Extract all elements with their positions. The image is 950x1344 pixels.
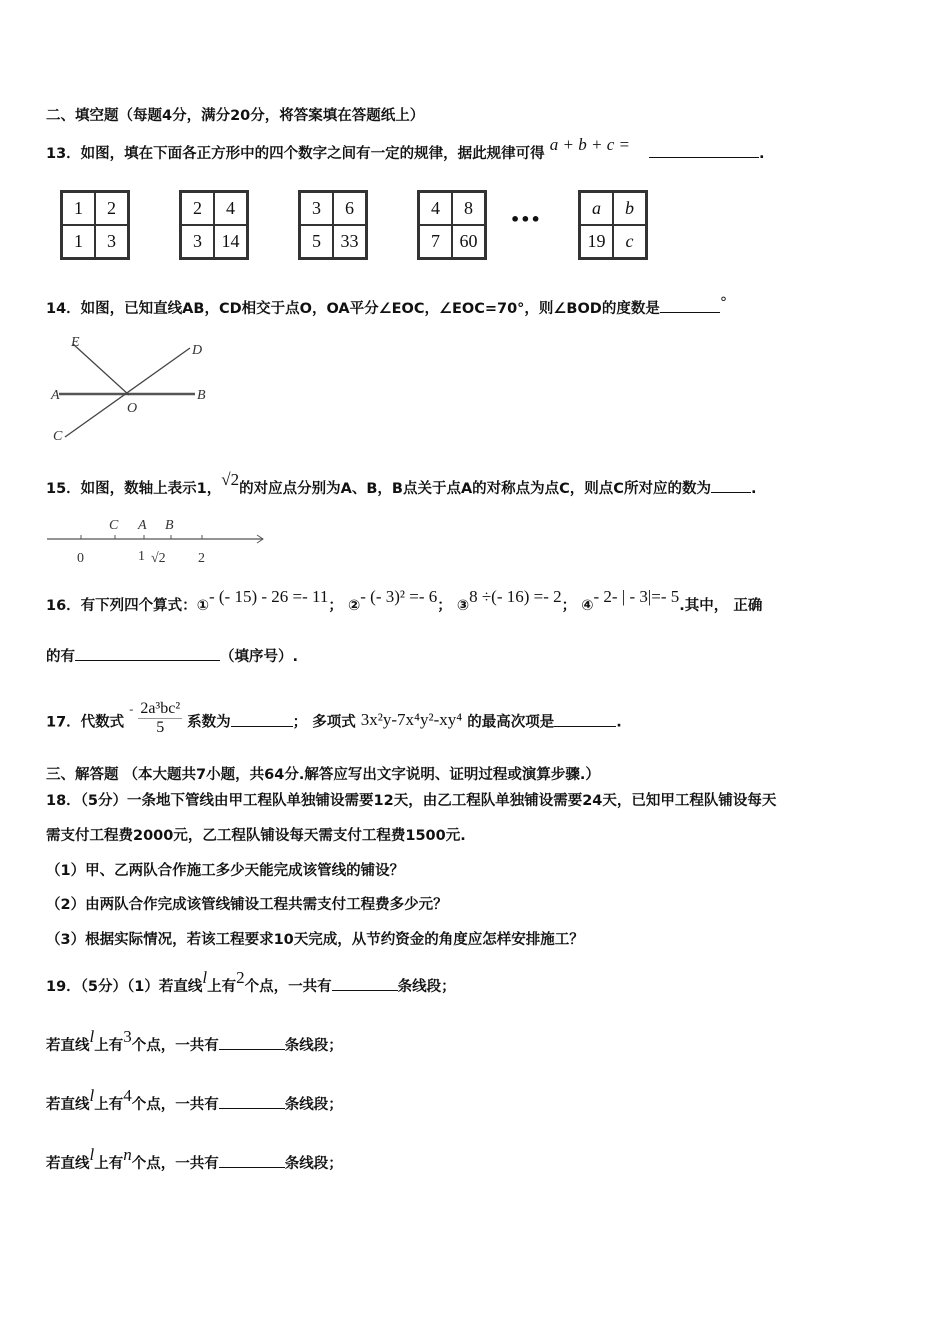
denominator: 5 (156, 719, 165, 736)
q17-text-d: 的最高次项是 (467, 714, 555, 731)
label-a: A (51, 388, 60, 403)
answer-blank[interactable] (219, 1153, 285, 1168)
q17-text-b: 系数为 (187, 714, 231, 731)
q16-text-2b: （填序号）. (220, 649, 299, 665)
sep: ； (328, 598, 343, 614)
number-square-1 (60, 190, 130, 260)
cell: 5 (300, 225, 333, 258)
q16-line1 (46, 587, 763, 615)
expr-1: - (- 15) - 26 =- 11 (208, 587, 329, 606)
section3-heading: 三、解答题 （本大题共7小题，共64分.解答应写出文字说明、证明过程或演算步骤.） (46, 767, 600, 783)
section2-heading: 二、填空题（每题4分，满分20分，将答案填在答题纸上） (46, 108, 425, 124)
minus: - (129, 701, 134, 716)
number-line (45, 512, 270, 570)
point-c: C (109, 518, 119, 533)
answer-blank[interactable] (711, 478, 751, 493)
cell: 6 (333, 192, 366, 225)
sqrt2: √2 (221, 470, 240, 489)
text-on: 上有 (207, 979, 237, 995)
cell: c (613, 225, 646, 258)
q16-text: 16．有下列四个算式： (46, 598, 197, 614)
cell: 19 (580, 225, 613, 258)
q17 (46, 700, 622, 741)
q19-prefix: 19．（5分）（1）若直线 (46, 979, 203, 995)
cell: 3 (181, 225, 214, 258)
point-a: A (138, 518, 147, 533)
text-seg: 条线段； (397, 979, 456, 995)
mark-2: ② (347, 598, 361, 614)
polynomial: 3x²y-7x⁴y²-xy⁴ (360, 709, 463, 729)
text-on: 上有 (94, 1156, 124, 1172)
tick-sqrt2: √2 (151, 551, 166, 566)
q14-text: 14．如图，已知直线AB，CD相交于点O，OA平分∠EOC，∠EOC=70°，则∠BOD的度数是 (46, 301, 660, 317)
answer-blank[interactable] (332, 976, 398, 991)
q19-start: 若直线 (46, 1156, 90, 1172)
answer-blank[interactable] (219, 1035, 285, 1050)
label-o: O (127, 401, 138, 416)
cell: 2 (181, 192, 214, 225)
q18-part3: （3）根据实际情况，若该工程要求10天完成，从节约资金的角度应怎样安排施工？ (46, 932, 584, 948)
q17-end: . (616, 714, 622, 731)
cell: b (613, 192, 646, 225)
text-pts: 个点，一共有 (131, 1097, 219, 1113)
label-b: B (197, 388, 206, 403)
cell: 1 (62, 192, 95, 225)
count: 3 (123, 1027, 132, 1046)
q18-part2: （2）由两队合作完成该管线铺设工程共需支付工程费多少元？ (46, 897, 448, 913)
q17-text-a: 17．代数式 (46, 714, 125, 731)
q19-start: 若直线 (46, 1038, 90, 1054)
q13-formula: a + b + c = (549, 135, 630, 154)
text-pts: 个点，一共有 (131, 1156, 219, 1172)
cell: 7 (419, 225, 452, 258)
text-seg: 条线段； (284, 1038, 343, 1054)
ray-oe (73, 344, 129, 395)
q15-text-a: 15．如图，数轴上表示1， (46, 481, 222, 497)
var-l: l (89, 1027, 95, 1046)
number-square-5 (578, 190, 648, 260)
answer-blank[interactable] (660, 298, 720, 313)
expr-2: - (- 3)² =- 6 (360, 587, 438, 606)
line-cd (65, 348, 190, 437)
q19-line2 (46, 1027, 343, 1055)
q16-text-2a: 的有 (46, 649, 75, 665)
mark-4: ④ (581, 598, 594, 614)
q15-text-b: 的对应点分别为A、B，B点关于点A的对称点为点C，则点C所对应的数为 (239, 481, 711, 497)
var-l: l (89, 1086, 95, 1105)
cell: 8 (452, 192, 485, 225)
q16-tail: .其中， 正确 (679, 598, 763, 614)
label-e: E (71, 335, 80, 350)
q18-line2: 需支付工程费2000元，乙工程队铺设每天需支付工程费1500元. (46, 828, 466, 844)
cell: 33 (333, 225, 366, 258)
cell: 60 (452, 225, 485, 258)
q13-text: 13．如图，填在下面各正方形中的四个数字之间有一定的规律，据此规律可得 (46, 146, 545, 162)
tick-0: 0 (77, 551, 84, 566)
q14 (46, 297, 727, 318)
answer-blank[interactable] (75, 646, 220, 661)
intersecting-lines-figure (45, 332, 220, 447)
cell: 1 (62, 225, 95, 258)
q17-text-c: ； 多项式 (292, 714, 356, 731)
mark-1: ① (196, 598, 209, 614)
label-c: C (53, 429, 63, 444)
q15 (46, 470, 757, 498)
var-l: l (89, 1145, 95, 1164)
q15-end: . (750, 481, 757, 497)
text-seg: 条线段； (284, 1097, 343, 1113)
cell: 3 (95, 225, 128, 258)
cell: 3 (300, 192, 333, 225)
q16-line2 (46, 645, 298, 666)
number-square-2 (179, 190, 249, 260)
point-b: B (165, 518, 174, 533)
count: n (123, 1145, 132, 1164)
q13-end: . (759, 146, 765, 162)
numerator: 2a³bc² (140, 700, 181, 717)
fraction (138, 700, 182, 737)
cell: a (580, 192, 613, 225)
sep: ； (437, 598, 452, 614)
text-on: 上有 (94, 1038, 124, 1054)
number-square-4 (417, 190, 487, 260)
q14-end: ° (719, 295, 728, 311)
text-pts: 个点，一共有 (131, 1038, 219, 1054)
cell: 14 (214, 225, 247, 258)
tick-1: 1 (138, 549, 145, 564)
ellipsis: ••• (510, 210, 541, 229)
q18-part1: （1）甲、乙两队合作施工多少天能完成该管线的铺设？ (46, 863, 405, 879)
cell: 4 (214, 192, 247, 225)
count: 4 (123, 1086, 132, 1105)
count: 2 (236, 968, 245, 987)
label-d: D (192, 343, 203, 358)
cell: 4 (419, 192, 452, 225)
q19-start: 若直线 (46, 1097, 90, 1113)
q18-line1: 18．（5分）一条地下管线由甲工程队单独铺设需要12天，由乙工程队单独铺设需要24天，已知甲工程队铺设每天 (46, 793, 777, 809)
q19-line1 (46, 968, 456, 996)
cell: 2 (95, 192, 128, 225)
mark-3: ③ (456, 598, 470, 614)
text-seg: 条线段； (284, 1156, 343, 1172)
q13 (46, 135, 765, 163)
answer-blank[interactable] (231, 712, 293, 727)
number-square-3 (298, 190, 368, 260)
answer-blank[interactable] (649, 143, 759, 158)
answer-blank[interactable] (554, 712, 616, 727)
answer-blank[interactable] (219, 1094, 285, 1109)
text-on: 上有 (94, 1097, 124, 1113)
tick-2: 2 (198, 551, 205, 566)
expr-3: 8 ÷(- 16) =- 2 (469, 587, 562, 606)
text-pts: 个点，一共有 (244, 979, 332, 995)
var-l: l (202, 968, 208, 987)
q19-line3 (46, 1086, 343, 1114)
q19-line4 (46, 1145, 343, 1173)
sep: ； (561, 598, 577, 614)
expr-4: - 2- | - 3|=- 5 (593, 587, 680, 606)
